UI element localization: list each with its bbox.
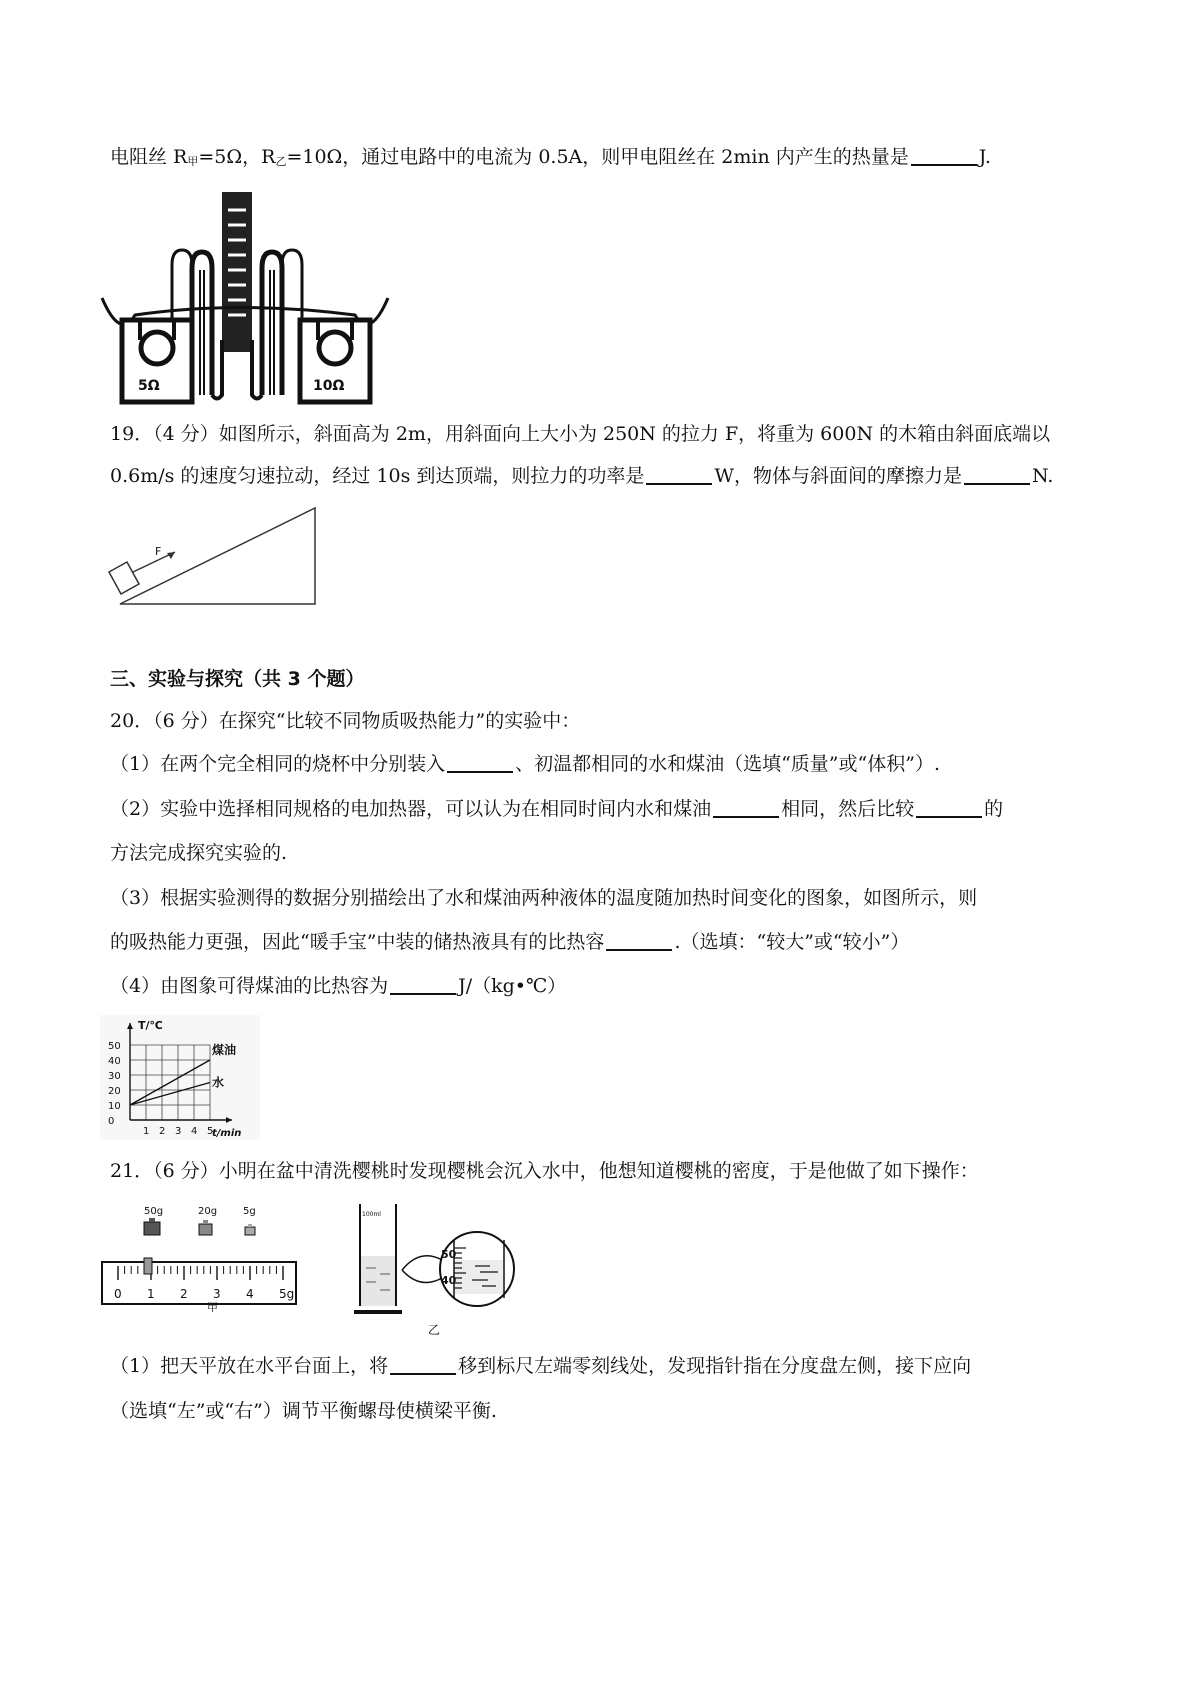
q20-part2-cont: 方法完成探究实验的. (110, 842, 288, 864)
cylinder-top-label: 100ml (362, 1211, 381, 1218)
x-axis-label: t/min (212, 1128, 242, 1139)
q19-line2-b: W，物体与斜面间的摩擦力是 (714, 465, 962, 487)
scale-number: 0 (114, 1287, 122, 1301)
q20-p1-b: 、初温都相同的水和煤油（选填“质量”或“体积”）. (515, 753, 940, 775)
q20-p1-blank[interactable] (447, 751, 513, 773)
series-label-1: 水 (212, 1075, 225, 1090)
series-label-0: 煤油 (212, 1043, 237, 1057)
q20-p2-a: （2）实验中选择相同规格的电加热器，可以认为在相同时间内水和煤油 (110, 798, 712, 820)
figure-joule-heating (100, 190, 390, 405)
left-resistance-label: 5Ω (138, 378, 160, 394)
x-tick-label: 1 (143, 1126, 150, 1137)
temperature-time-chart (100, 1015, 260, 1140)
figure-graduated-cylinder (340, 1198, 540, 1338)
q21-p1-b: 移到标尺左端零刻线处，发现指针指在分度盘左侧，接下应向 (458, 1355, 972, 1377)
q18-sub-yi: 乙 (275, 155, 287, 168)
q18-text (110, 144, 991, 175)
q20-p2-blank1[interactable] (713, 796, 779, 818)
force-label: F (155, 545, 162, 558)
label-jia: 甲 (207, 1301, 218, 1312)
y-tick-label: 0 (108, 1116, 115, 1127)
scale-number: 1 (147, 1287, 155, 1301)
weight-20g (199, 1224, 212, 1235)
q20-part2 (110, 796, 1003, 822)
q18-text-b: =5Ω，R (198, 146, 276, 168)
incline-triangle (120, 508, 315, 604)
q18-sub-jia: 甲 (187, 155, 199, 168)
x-tick-label: 4 (191, 1126, 198, 1137)
q20-p4-blank[interactable] (390, 973, 456, 995)
right-resistance-label: 10Ω (313, 378, 345, 394)
q19-line2 (110, 463, 1053, 489)
q19-friction-blank[interactable] (964, 463, 1030, 485)
q18-text-c: =10Ω，通过电路中的电流为 0.5A，则甲电阻丝在 2min 内产生的热量是 (286, 146, 909, 168)
weight-5g-label: 5g (243, 1206, 256, 1217)
q20-p2-b: 相同，然后比较 (781, 798, 915, 820)
q20-p3-b: 的吸热能力更强，因此“暖手宝”中装的储热液具有的比热容 (110, 931, 605, 953)
figure-balance-weights (100, 1200, 300, 1312)
weight-5g (245, 1227, 255, 1235)
q19-line2-a: 0.6m/s 的速度匀速拉动，经过 10s 到达顶端，则拉力的功率是 (110, 465, 645, 487)
wooden-box (109, 562, 139, 594)
weight-50g (144, 1222, 160, 1235)
scale-number: 4 (246, 1287, 254, 1301)
q20-p3-blank[interactable] (606, 929, 672, 951)
q21-part1-cont: （选填“左”或“右”）调节平衡螺母使横梁平衡. (110, 1400, 497, 1422)
q20-p3-c: .（选填：“较大”或“较小”） (674, 931, 910, 953)
x-tick-label: 3 (175, 1126, 182, 1137)
q21-p1-blank[interactable] (390, 1353, 456, 1375)
q20-intro: 20．（6 分）在探究“比较不同物质吸热能力”的实验中： (110, 710, 581, 732)
q19-line1: 19．（4 分）如图所示，斜面高为 2m，用斜面向上大小为 250N 的拉力 F，将重为 600N 的木箱由斜面底端以 (110, 423, 1051, 445)
q21-p1-a: （1）把天平放在水平台面上，将 (110, 1355, 389, 1377)
q21-part1 (110, 1353, 971, 1379)
q20-part1 (110, 751, 940, 777)
figure-incline (105, 500, 330, 610)
q20-p1-a: （1）在两个完全相同的烧杯中分别装入 (110, 753, 446, 775)
magnified-40-label: 40 (441, 1274, 457, 1287)
rider (144, 1258, 152, 1274)
q21-intro: 21．（6 分）小明在盆中清洗樱桃时发现樱桃会沉入水中，他想知道樱桃的密度，于是他做了如下操作： (110, 1160, 979, 1182)
q20-part3-cont (110, 929, 909, 955)
weight-20g-label: 20g (198, 1206, 218, 1217)
q19-power-blank[interactable] (646, 463, 712, 485)
scale-number: 2 (180, 1287, 188, 1301)
q20-p4-a: （4）由图象可得煤油的比热容为 (110, 975, 389, 997)
q18-answer-blank[interactable] (911, 144, 977, 166)
q20-p4-b: J/（kg•℃） (458, 975, 567, 997)
q20-p2-c: 的 (984, 798, 1004, 820)
y-tick-label: 30 (108, 1071, 121, 1082)
q18-text-a: 电阻丝 R (110, 146, 188, 168)
label-yi: 乙 (428, 1323, 441, 1337)
q20-p2-blank2[interactable] (916, 796, 982, 818)
x-tick-label: 5 (207, 1126, 214, 1137)
x-tick-label: 2 (159, 1126, 166, 1137)
q18-text-d: J. (978, 146, 991, 168)
scale-number: 5g (279, 1287, 295, 1301)
y-tick-label: 20 (108, 1086, 121, 1097)
q20-part3: （3）根据实验测得的数据分别描绘出了水和煤油两种液体的温度随加热时间变化的图象，如图所示，则 (110, 887, 978, 909)
scale-number: 3 (213, 1287, 221, 1301)
y-tick-label: 40 (108, 1056, 121, 1067)
y-axis-label: T/℃ (138, 1019, 163, 1032)
cylinder-water (361, 1256, 395, 1306)
q20-part4 (110, 973, 566, 999)
y-tick-label: 50 (108, 1041, 121, 1052)
weight-50g-label: 50g (144, 1206, 164, 1217)
scale-column (222, 192, 252, 352)
section-heading: 三、实验与探究（共 3 个题） (110, 668, 365, 690)
y-tick-label: 10 (108, 1101, 121, 1112)
q19-line2-c: N. (1031, 465, 1054, 487)
magnified-50-label: 50 (441, 1248, 457, 1261)
